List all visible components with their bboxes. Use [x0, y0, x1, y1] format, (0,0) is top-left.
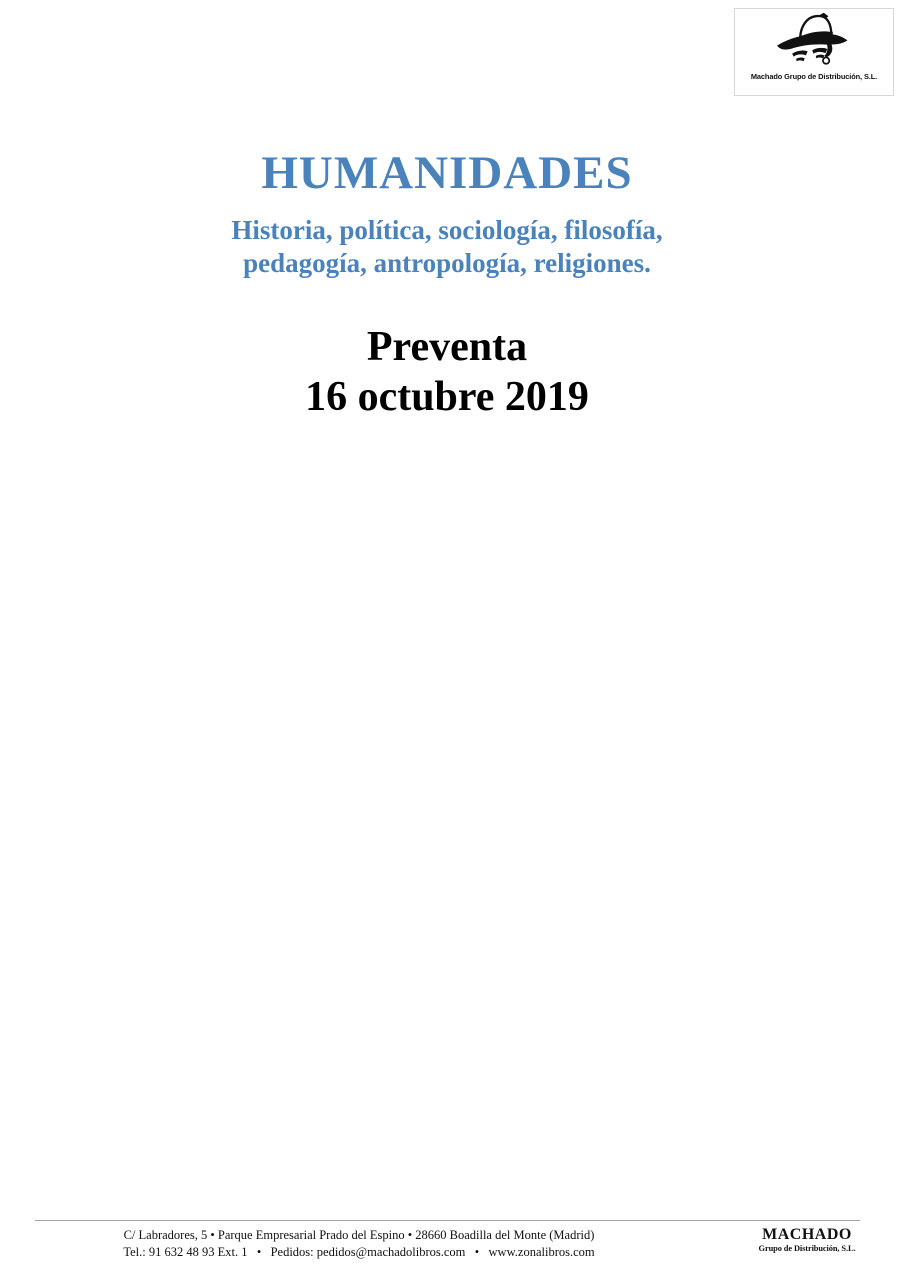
subtitle-line-2: pedagogía, antropología, religiones.	[243, 247, 651, 278]
event-date: 16 octubre 2019	[305, 374, 589, 420]
footer-divider	[35, 1220, 860, 1221]
title-block	[0, 148, 894, 280]
footer-address-line: C/ Labradores, 5 • Parque Empresarial Prado del Espino • 28660 Boadilla del Monte (Madrid)	[123, 1228, 595, 1242]
logo-caption: Machado Grupo de Distribución, S.L.	[750, 72, 878, 81]
event-block	[0, 322, 894, 422]
company-logo	[734, 8, 894, 96]
footer-brand-name: MACHADO	[762, 1226, 852, 1243]
page-title: HUMANIDADES	[261, 147, 633, 199]
footer-address-block	[35, 1227, 683, 1260]
man-with-fedora-icon	[754, 11, 874, 71]
footer-brand-subtitle: Grupo de Distribución, S.L.	[758, 1244, 856, 1253]
subtitle-line-1: Historia, política, sociología, filosofía,	[231, 214, 663, 245]
footer-contact-line: Tel.: 91 632 48 93 Ext. 1 • Pedidos: pedidos@machadolibros.com • www.zonalibros.com	[123, 1244, 595, 1259]
footer-brand-block	[728, 1226, 886, 1254]
event-name: Preventa	[366, 324, 528, 370]
